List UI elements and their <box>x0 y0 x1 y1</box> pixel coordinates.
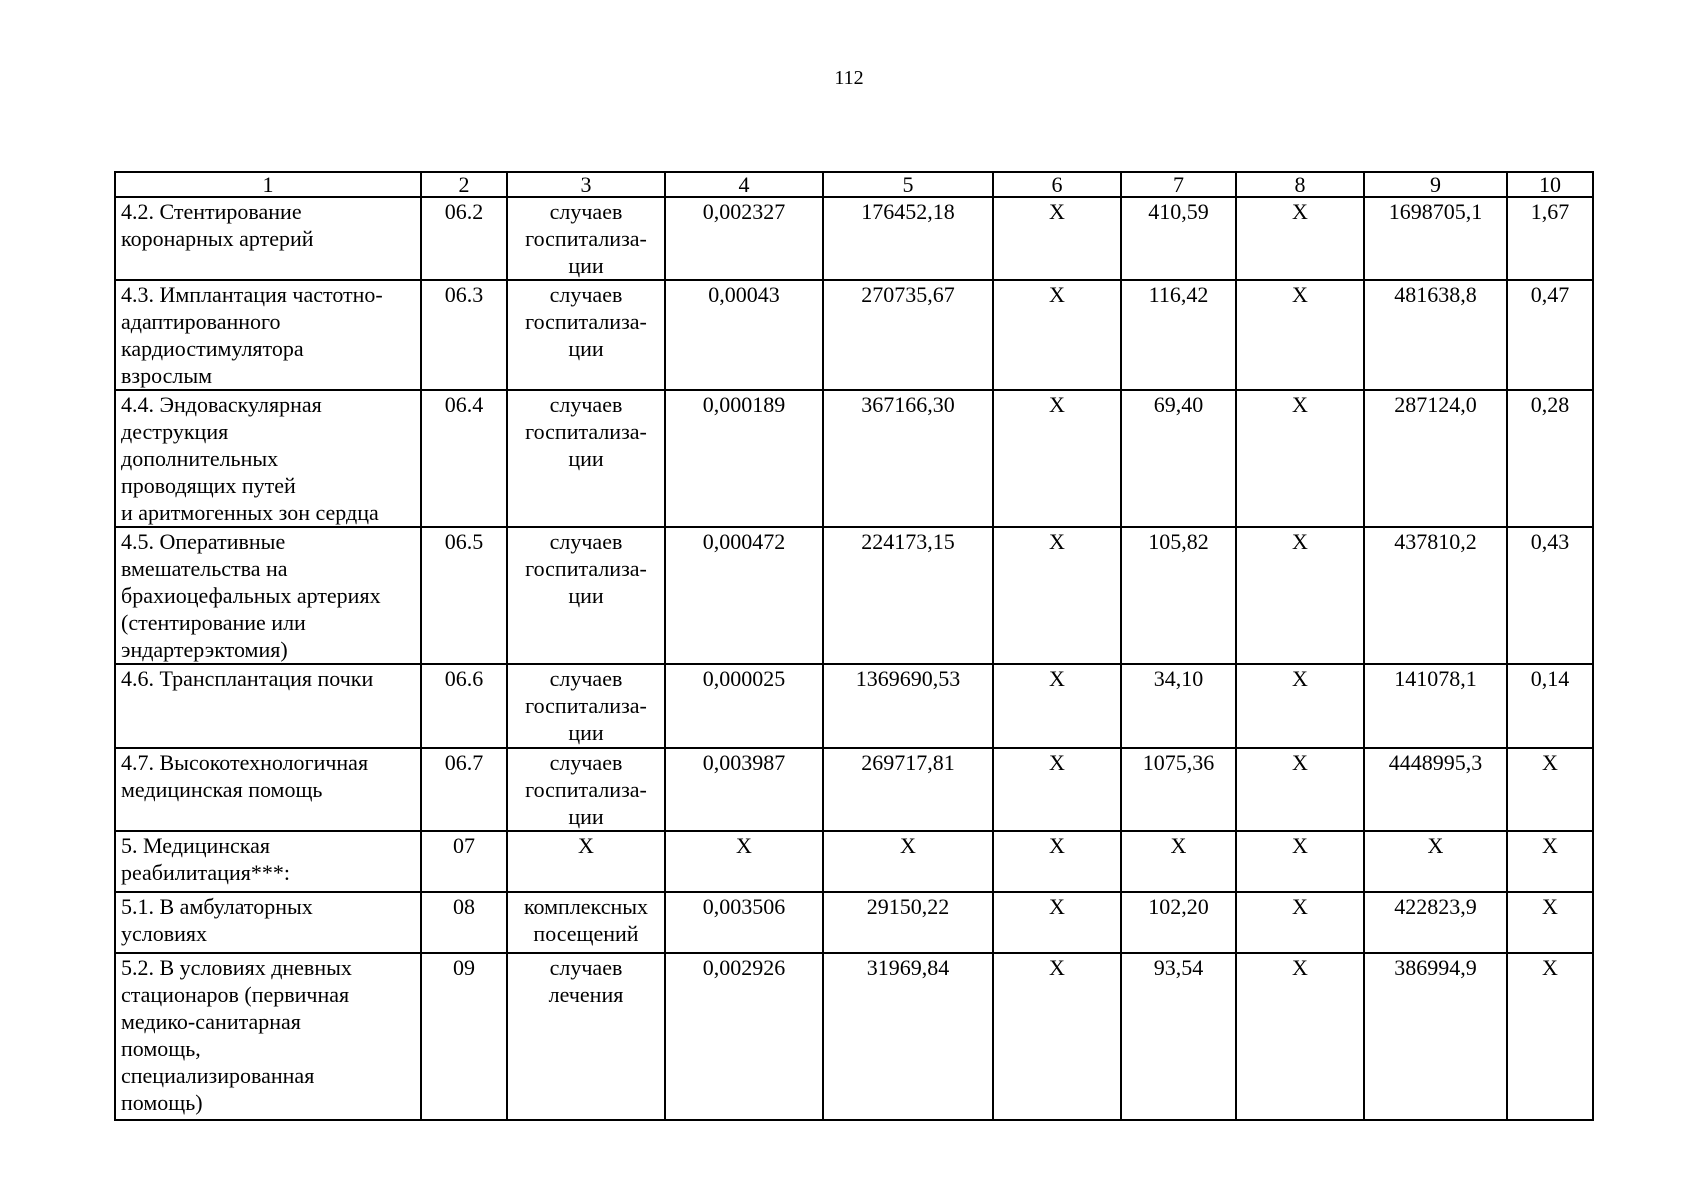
page-number: 112 <box>834 67 864 89</box>
row-name-cell: 4.3. Имплантация частотно- адаптированного кардиостимулятора взрослым <box>115 280 421 390</box>
row-col8-cell: X <box>1236 390 1364 527</box>
table-row <box>115 527 1593 664</box>
row-name-cell: 4.4. Эндоваскулярная деструкция дополнительных проводящих путей и аритмогенных зон сердца <box>115 390 421 527</box>
row-code-cell: 06.4 <box>421 390 507 527</box>
row-col4-cell: 0,000189 <box>665 390 823 527</box>
data-table <box>114 171 1594 1121</box>
row-unit-cell: случаев лечения <box>507 953 665 1120</box>
table-row <box>115 892 1593 953</box>
row-col7-cell: 34,10 <box>1121 664 1236 748</box>
row-code-cell: 06.6 <box>421 664 507 748</box>
row-code-cell: 06.7 <box>421 748 507 831</box>
header-cell-9: 9 <box>1364 172 1507 197</box>
row-unit-cell: случаев госпитализа- ции <box>507 748 665 831</box>
row-unit-cell: X <box>507 831 665 892</box>
header-cell-5: 5 <box>823 172 993 197</box>
row-col10-cell: 1,67 <box>1507 197 1593 280</box>
row-col7-cell: X <box>1121 831 1236 892</box>
row-col9-cell: 141078,1 <box>1364 664 1507 748</box>
row-col8-cell: X <box>1236 748 1364 831</box>
row-unit-cell: случаев госпитализа- ции <box>507 197 665 280</box>
header-row <box>115 172 1593 197</box>
row-col5-cell: 29150,22 <box>823 892 993 953</box>
header-cell-2: 2 <box>421 172 507 197</box>
row-col10-cell: X <box>1507 892 1593 953</box>
header-cell-1: 1 <box>115 172 421 197</box>
row-col10-cell: X <box>1507 831 1593 892</box>
row-col4-cell: 0,002327 <box>665 197 823 280</box>
row-col10-cell: X <box>1507 953 1593 1120</box>
row-col9-cell: 1698705,1 <box>1364 197 1507 280</box>
row-col8-cell: X <box>1236 197 1364 280</box>
header-cell-10: 10 <box>1507 172 1593 197</box>
header-cell-4: 4 <box>665 172 823 197</box>
row-col7-cell: 1075,36 <box>1121 748 1236 831</box>
row-col7-cell: 69,40 <box>1121 390 1236 527</box>
row-col5-cell: 269717,81 <box>823 748 993 831</box>
table-row <box>115 664 1593 748</box>
row-col9-cell: 4448995,3 <box>1364 748 1507 831</box>
table-row <box>115 953 1593 1120</box>
row-col9-cell: 481638,8 <box>1364 280 1507 390</box>
row-col6-cell: X <box>993 748 1121 831</box>
row-col7-cell: 105,82 <box>1121 527 1236 664</box>
row-col9-cell: 437810,2 <box>1364 527 1507 664</box>
row-unit-cell: случаев госпитализа- ции <box>507 280 665 390</box>
row-col6-cell: X <box>993 390 1121 527</box>
row-col5-cell: 224173,15 <box>823 527 993 664</box>
row-col10-cell: 0,43 <box>1507 527 1593 664</box>
row-col6-cell: X <box>993 831 1121 892</box>
row-col10-cell: 0,14 <box>1507 664 1593 748</box>
row-code-cell: 09 <box>421 953 507 1120</box>
row-col7-cell: 410,59 <box>1121 197 1236 280</box>
row-col4-cell: 0,003987 <box>665 748 823 831</box>
row-name-cell: 4.5. Оперативные вмешательства на брахиоцефальных артериях (стентирование или эндартерэктомия) <box>115 527 421 664</box>
row-col10-cell: 0,47 <box>1507 280 1593 390</box>
row-col10-cell: 0,28 <box>1507 390 1593 527</box>
row-name-cell: 5.2. В условиях дневных стационаров (первичная медико-санитарная помощь, специализированная помощь) <box>115 953 421 1120</box>
table-row <box>115 280 1593 390</box>
row-col4-cell: 0,00043 <box>665 280 823 390</box>
row-unit-cell: случаев госпитализа- ции <box>507 664 665 748</box>
row-col5-cell: 31969,84 <box>823 953 993 1120</box>
row-col6-cell: X <box>993 527 1121 664</box>
header-cell-7: 7 <box>1121 172 1236 197</box>
row-col5-cell: X <box>823 831 993 892</box>
row-col7-cell: 102,20 <box>1121 892 1236 953</box>
row-col10-cell: X <box>1507 748 1593 831</box>
table-row <box>115 197 1593 280</box>
row-col8-cell: X <box>1236 953 1364 1120</box>
row-col6-cell: X <box>993 280 1121 390</box>
row-unit-cell: случаев госпитализа- ции <box>507 527 665 664</box>
row-col9-cell: 422823,9 <box>1364 892 1507 953</box>
row-name-cell: 4.6. Трансплантация почки <box>115 664 421 748</box>
row-col4-cell: 0,000472 <box>665 527 823 664</box>
header-cell-3: 3 <box>507 172 665 197</box>
row-col9-cell: X <box>1364 831 1507 892</box>
row-col8-cell: X <box>1236 527 1364 664</box>
row-name-cell: 5.1. В амбулаторных условиях <box>115 892 421 953</box>
header-cell-6: 6 <box>993 172 1121 197</box>
table-row <box>115 748 1593 831</box>
row-col6-cell: X <box>993 664 1121 748</box>
row-col5-cell: 1369690,53 <box>823 664 993 748</box>
row-col5-cell: 176452,18 <box>823 197 993 280</box>
row-col9-cell: 386994,9 <box>1364 953 1507 1120</box>
row-col7-cell: 93,54 <box>1121 953 1236 1120</box>
row-col5-cell: 270735,67 <box>823 280 993 390</box>
row-code-cell: 06.2 <box>421 197 507 280</box>
table-row <box>115 390 1593 527</box>
row-col4-cell: X <box>665 831 823 892</box>
row-col8-cell: X <box>1236 831 1364 892</box>
row-col5-cell: 367166,30 <box>823 390 993 527</box>
row-col8-cell: X <box>1236 664 1364 748</box>
row-name-cell: 5. Медицинская реабилитация***: <box>115 831 421 892</box>
row-code-cell: 06.5 <box>421 527 507 664</box>
row-col4-cell: 0,002926 <box>665 953 823 1120</box>
row-col8-cell: X <box>1236 280 1364 390</box>
table-row <box>115 831 1593 892</box>
row-name-cell: 4.2. Стентирование коронарных артерий <box>115 197 421 280</box>
row-col6-cell: X <box>993 892 1121 953</box>
row-code-cell: 07 <box>421 831 507 892</box>
row-code-cell: 06.3 <box>421 280 507 390</box>
row-col6-cell: X <box>993 197 1121 280</box>
header-cell-8: 8 <box>1236 172 1364 197</box>
row-col4-cell: 0,000025 <box>665 664 823 748</box>
row-name-cell: 4.7. Высокотехнологичная медицинская помощь <box>115 748 421 831</box>
row-code-cell: 08 <box>421 892 507 953</box>
row-unit-cell: случаев госпитализа- ции <box>507 390 665 527</box>
row-col4-cell: 0,003506 <box>665 892 823 953</box>
row-unit-cell: комплексных посещений <box>507 892 665 953</box>
row-col8-cell: X <box>1236 892 1364 953</box>
row-col9-cell: 287124,0 <box>1364 390 1507 527</box>
row-col7-cell: 116,42 <box>1121 280 1236 390</box>
row-col6-cell: X <box>993 953 1121 1120</box>
